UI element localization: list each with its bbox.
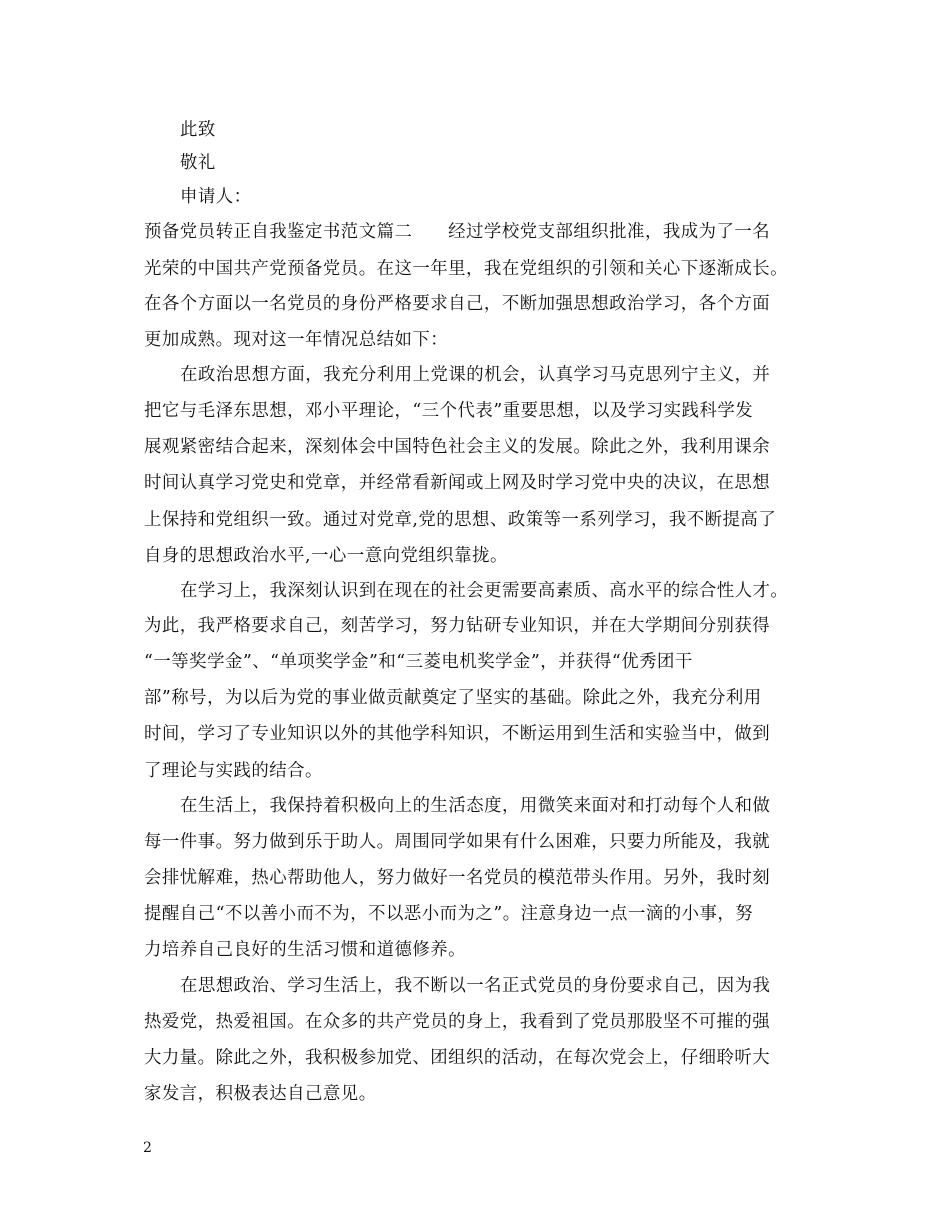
page-number: 2 bbox=[143, 1140, 152, 1156]
paragraph-line: 家发言，积极表达自己意见。 bbox=[144, 1084, 377, 1104]
paragraph-line: 时间认真学习党史和党章，并经常看新闻或上网及时学习党中央的决议，在思想 bbox=[144, 473, 771, 493]
paragraph-line: “一等奖学金”、“单项奖学金”和“三菱电机奖学金”，并获得“优秀团干 bbox=[144, 652, 693, 672]
paragraph-line: 热爱党，热爱祖国。在众多的共产党员的身上，我看到了党员那股坚不可摧的强 bbox=[144, 1012, 771, 1032]
paragraph-line: 了理论与实践的结合。 bbox=[144, 761, 323, 781]
paragraph-line: 会排忧解难，热心帮助他人，努力做好一名党员的模范带头作用。另外，我时刻 bbox=[144, 868, 771, 888]
paragraph-line: 展观紧密结合起来，深刻体会中国特色社会主义的发展。除此之外，我利用课余 bbox=[144, 437, 771, 457]
paragraph-line: 部”称号，为以后为党的事业做贡献奠定了坚实的基础。除此之外，我充分利用 bbox=[144, 688, 762, 708]
paragraph-line: 每一件事。努力做到乐于助人。周围同学如果有什么困难，只要力所能及，我就 bbox=[144, 832, 771, 852]
paragraph-line: 在生活上，我保持着积极向上的生活态度，用微笑来面对和打动每个人和做 bbox=[180, 796, 771, 816]
paragraph-line: 在学习上，我深刻认识到在现在的社会更需要高素质、高水平的综合性人才。 bbox=[180, 581, 789, 601]
paragraph-line: 自身的思想政治水平,一心一意向党组织靠拢。 bbox=[144, 546, 508, 566]
closing-salutation-2: 敬礼 bbox=[180, 153, 216, 173]
applicant-label: 申请人： bbox=[180, 187, 252, 207]
paragraph-line: 在各个方面以一名党员的身份严格要求自己，不断加强思想政治学习，各个方面 bbox=[144, 294, 771, 314]
closing-salutation-1: 此致 bbox=[180, 120, 216, 140]
paragraph-line: 时间，学习了专业知识以外的其他学科知识，不断运用到生活和实验当中，做到 bbox=[144, 724, 771, 744]
paragraph-line: 把它与毛泽东思想，邓小平理论，“三个代表”重要思想，以及学习实践科学发 bbox=[144, 401, 754, 421]
section-title-line: 预备党员转正自我鉴定书范文篇二 经过学校党支部组织批准，我成为了一名 bbox=[144, 222, 771, 242]
paragraph-line: 在思想政治、学习生活上，我不断以一名正式党员的身份要求自己，因为我 bbox=[180, 976, 771, 996]
paragraph-line: 在政治思想方面，我充分利用上党课的机会，认真学习马克思列宁主义，并 bbox=[180, 365, 771, 385]
paragraph-line: 上保持和党组织一致。通过对党章,党的思想、政策等一系列学习，我不断提高了 bbox=[144, 510, 777, 530]
paragraph-line: 大力量。除此之外，我积极参加党、团组织的活动，在每次党会上，仔细聆听大 bbox=[144, 1048, 771, 1068]
paragraph-line: 力培养自己良好的生活习惯和道德修养。 bbox=[144, 940, 467, 960]
paragraph-line: 提醒自己“不以善小而不为，不以恶小而为之”。注意身边一点一滴的小事，努 bbox=[144, 904, 754, 924]
paragraph-line: 为此，我严格要求自己，刻苦学习，努力钻研专业知识，并在大学期间分别获得 bbox=[144, 616, 771, 636]
paragraph-line: 光荣的中国共产党预备党员。在这一年里，我在党组织的引领和关心下逐渐成长。 bbox=[144, 259, 789, 279]
paragraph-line: 更加成熟。现对这一年情况总结如下： bbox=[144, 330, 449, 350]
